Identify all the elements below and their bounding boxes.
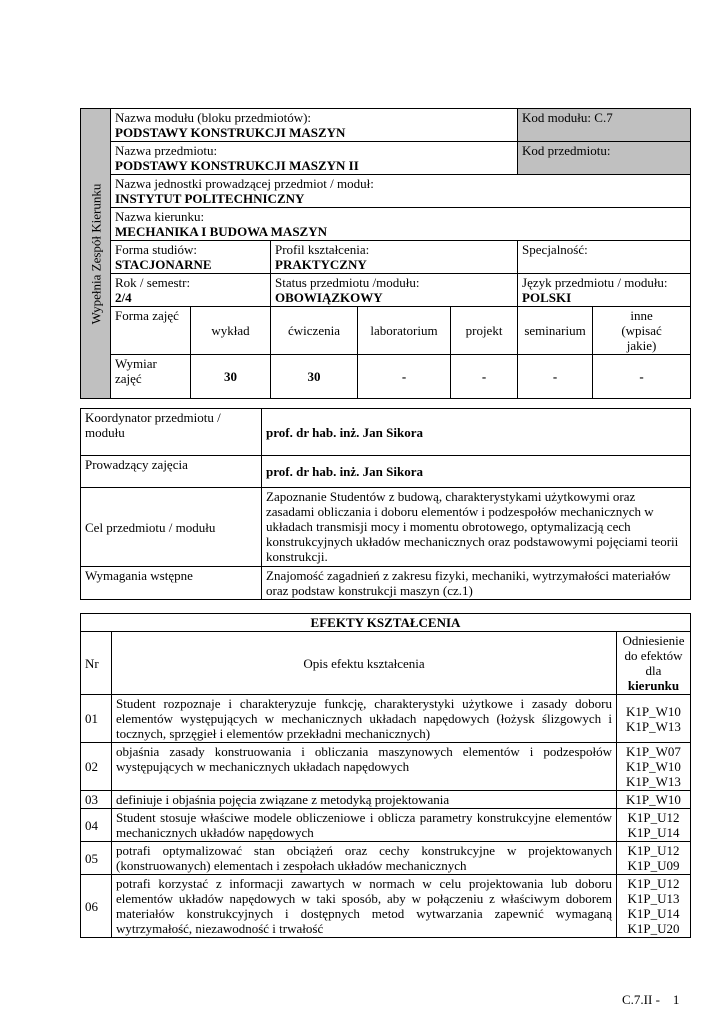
outcome-nr: 06	[81, 875, 112, 938]
requirements-label: Wymagania wstępne	[81, 567, 262, 600]
outcome-desc: Student stosuje właściwe modele obliczeniowe i oblicza parametry konstrukcyjne elementów mechanicznych układów napędowych	[112, 809, 617, 842]
module-value: PODSTAWY KONSTRUKCJI MASZYN	[115, 125, 346, 140]
study-form-cell	[111, 241, 271, 274]
outcome-desc: potrafi optymalizować stan obciążeń oraz cechy konstrukcyjne w projektowanych (konstruowanych) elementach i zespołach układów mechanicznych	[112, 842, 617, 875]
coordinator-label: Koordynator przedmiotu / modułu	[81, 409, 262, 456]
outcomes-col-desc: Opis efektu kształcenia	[112, 632, 617, 695]
outcomes-col-ref-bold: kierunku	[627, 678, 680, 693]
field-cell	[111, 208, 691, 241]
page-footer: C.7.II - 1	[622, 992, 680, 1007]
subject-label: Nazwa przedmiotu:	[115, 143, 218, 158]
requirements-value: Znajomość zagadnień z zakresu fizyki, mechaniki, wytrzymałości materiałów oraz podstaw konstrukcji maszyn (cz.1)	[262, 567, 691, 600]
outcome-nr: 05	[81, 842, 112, 875]
outcome-nr: 01	[81, 695, 112, 743]
module-code: Kod modułu: C.7	[518, 109, 691, 142]
sidebar-label: Wypełnia Zespół Kierunku	[88, 183, 103, 324]
hours-label: Wymiar zajęć	[111, 355, 191, 399]
outcomes-col-ref	[617, 632, 691, 695]
hours-exercises: 30	[271, 355, 358, 399]
outcomes-col-nr: Nr	[81, 632, 112, 695]
subject-code: Kod przedmiotu:	[518, 142, 691, 175]
hours-other: -	[593, 355, 691, 399]
goal-value: Zapoznanie Studentów z budową, charakterystykami użytkowymi oraz zasadami obliczania i doboru elementów i podzespołów mechanicznych w układach transmisji mocy i momentu obrotowego, optymalizacją cech konstrukcyjnych układów mechanicznych oraz podstawowymi pojęciami teorii konstrukcji.	[262, 488, 691, 567]
table-row	[81, 743, 691, 791]
subject-value: PODSTAWY KONSTRUKCJI MASZYN II	[115, 158, 359, 173]
coordinator-value: prof. dr hab. inż. Jan Sikora	[262, 409, 691, 456]
outcome-desc: potrafi korzystać z informacji zawartych w normach w celu projektowania lub doboru elementów układów napędowych w taki sposób, aby w połączeniu z właściwym doborem materiałów konstrukcyjnych i dostępnych metod wytwarzania zapewnić wymaganą wytrzymałość, niezawodność i trwałość	[112, 875, 617, 938]
course-info-table	[80, 108, 691, 399]
outcome-desc: definiuje i objaśnia pojęcia związane z metodyką projektowania	[112, 791, 617, 809]
forms-header-other: inne (wpisać jakie)	[593, 307, 691, 355]
teacher-label: Prowadzący zajęcia	[81, 456, 262, 488]
specialty-label: Specjalność:	[522, 242, 588, 257]
status-value: OBOWIĄZKOWY	[275, 290, 383, 305]
hours-seminar: -	[518, 355, 593, 399]
forms-header-laboratory: laboratorium	[358, 307, 451, 355]
status-label: Status przedmiotu /modułu:	[275, 275, 420, 290]
outcomes-table	[80, 613, 691, 938]
profile-label: Profil kształcenia:	[275, 242, 370, 257]
forms-header-lecture: wykład	[191, 307, 271, 355]
specialty-cell	[518, 241, 691, 274]
outcome-ref: K1P_W07 K1P_W10 K1P_W13	[617, 743, 691, 791]
forms-header-exercises: ćwiczenia	[271, 307, 358, 355]
language-cell	[518, 274, 691, 307]
outcome-ref: K1P_W10	[617, 791, 691, 809]
outcome-ref: K1P_U12 K1P_U14	[617, 809, 691, 842]
forms-header-project: projekt	[451, 307, 518, 355]
outcome-ref: K1P_U12 K1P_U09	[617, 842, 691, 875]
status-cell	[271, 274, 518, 307]
profile-cell	[271, 241, 518, 274]
hours-lecture: 30	[191, 355, 271, 399]
table-row	[81, 875, 691, 938]
forms-header-seminar: seminarium	[518, 307, 593, 355]
outcome-ref: K1P_W10 K1P_W13	[617, 695, 691, 743]
sidebar-cell	[81, 109, 111, 399]
hours-laboratory: -	[358, 355, 451, 399]
field-label: Nazwa kierunku:	[115, 209, 205, 224]
study-form-value: STACJONARNE	[115, 257, 212, 272]
table-row	[81, 842, 691, 875]
outcome-ref: K1P_U12 K1P_U13 K1P_U14 K1P_U20	[617, 875, 691, 938]
language-label: Język przedmiotu / modułu:	[522, 275, 668, 290]
year-cell	[111, 274, 271, 307]
year-label: Rok / semestr:	[115, 275, 191, 290]
teacher-value: prof. dr hab. inż. Jan Sikora	[262, 456, 691, 488]
module-label: Nazwa modułu (bloku przedmiotów):	[115, 110, 312, 125]
table-row	[81, 809, 691, 842]
goal-label: Cel przedmiotu / modułu	[81, 488, 262, 567]
study-form-label: Forma studiów:	[115, 242, 197, 257]
table-row	[81, 695, 691, 743]
outcomes-title: EFEKTY KSZTAŁCENIA	[81, 614, 691, 632]
table-row	[81, 791, 691, 809]
module-cell	[111, 109, 518, 142]
unit-label: Nazwa jednostki prowadzącej przedmiot / moduł:	[115, 176, 374, 191]
subject-cell	[111, 142, 518, 175]
forms-label: Forma zajęć	[111, 307, 191, 355]
year-value: 2/4	[115, 290, 132, 305]
outcomes-col-ref-text: Odniesienie do efektów dla	[622, 633, 685, 678]
outcome-nr: 02	[81, 743, 112, 791]
outcome-nr: 04	[81, 809, 112, 842]
outcome-nr: 03	[81, 791, 112, 809]
language-value: POLSKI	[522, 290, 572, 305]
course-details-table	[80, 408, 691, 600]
outcome-desc: objaśnia zasady konstruowania i obliczania maszynowych elementów i podzespołów występujących w mechanicznych układach napędowych	[112, 743, 617, 791]
profile-value: PRAKTYCZNY	[275, 257, 367, 272]
unit-value: INSTYTUT POLITECHNICZNY	[115, 191, 305, 206]
hours-project: -	[451, 355, 518, 399]
unit-cell	[111, 175, 691, 208]
outcome-desc: Student rozpoznaje i charakteryzuje funkcję, charakterystyki użytkowe i zasady doboru elementów występujących w mechanicznych układach napędowych (łożysk ślizgowych i tocznych, sprzęgieł i elementów przekładni mechanicznych)	[112, 695, 617, 743]
field-value: MECHANIKA I BUDOWA MASZYN	[115, 224, 327, 239]
